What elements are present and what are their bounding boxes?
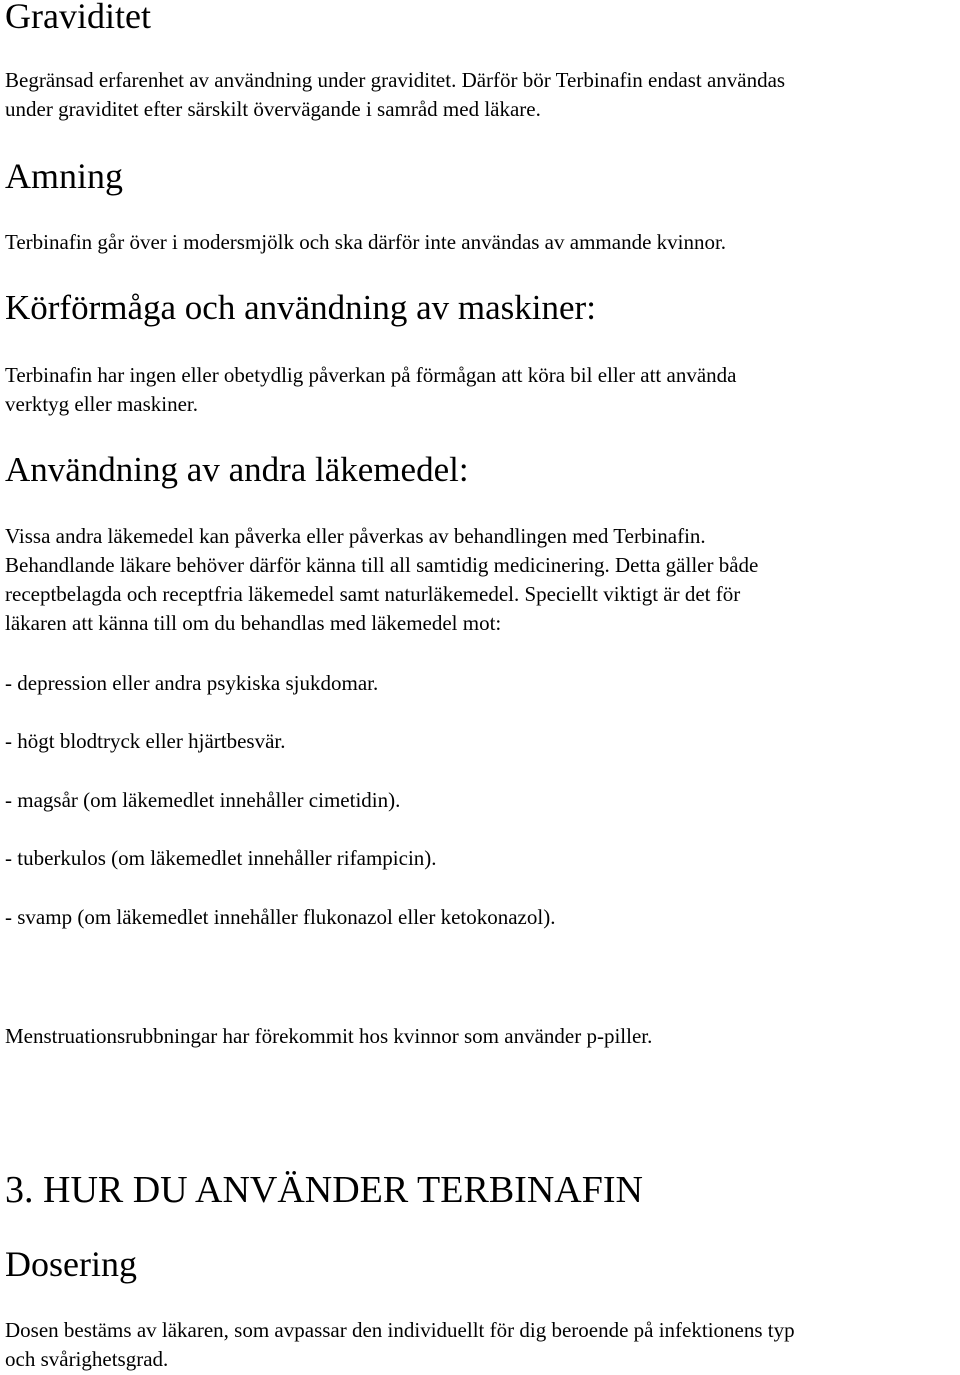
paragraph-andra-lakemedel-line-3: receptbelagda och receptfria läkemedel samt naturläkemedel. Speciellt viktigt är det för	[5, 582, 741, 606]
list-item-depression: - depression eller andra psykiska sjukdomar.	[5, 671, 379, 695]
list-item-blodtryck: - högt blodtryck eller hjärtbesvär.	[5, 729, 286, 753]
heading-graviditet: Graviditet	[5, 0, 151, 36]
paragraph-andra-lakemedel-line-1: Vissa andra läkemedel kan påverka eller påverkas av behandlingen med Terbinafin.	[5, 524, 706, 548]
paragraph-dosering-line-2: och svårighetsgrad.	[5, 1347, 169, 1371]
paragraph-menstruationsrubbningar: Menstruationsrubbningar har förekommit hos kvinnor som använder p-piller.	[5, 1024, 653, 1048]
paragraph-graviditet-line-1: Begränsad erfarenhet av användning under graviditet. Därför bör Terbinafin endast användas	[5, 68, 786, 92]
paragraph-graviditet-line-2: under graviditet efter särskilt övervägande i samråd med läkare.	[5, 97, 541, 121]
paragraph-korformaga-line-1: Terbinafin har ingen eller obetydlig påverkan på förmågan att köra bil eller att använda	[5, 363, 737, 387]
list-item-tuberkulos: - tuberkulos (om läkemedlet innehåller rifampicin).	[5, 846, 437, 870]
paragraph-amning: Terbinafin går över i modersmjölk och ska därför inte användas av ammande kvinnor.	[5, 230, 727, 254]
heading-dosering: Dosering	[5, 1244, 137, 1284]
list-item-svamp: - svamp (om läkemedlet innehåller flukonazol eller ketokonazol).	[5, 905, 556, 929]
heading-andra-lakemedel: Användning av andra läkemedel:	[5, 450, 469, 489]
paragraph-dosering-line-1: Dosen bestäms av läkaren, som avpassar den individuellt för dig beroende på infektionens typ	[5, 1318, 795, 1342]
paragraph-korformaga-line-2: verktyg eller maskiner.	[5, 392, 199, 416]
heading-korformaga: Körförmåga och användning av maskiner:	[5, 288, 596, 327]
heading-hur-du-anvander: 3. HUR DU ANVÄNDER TERBINAFIN	[5, 1169, 643, 1211]
paragraph-andra-lakemedel-line-4: läkaren att känna till om du behandlas med läkemedel mot:	[5, 611, 502, 635]
paragraph-andra-lakemedel-line-2: Behandlande läkare behöver därför känna till all samtidig medicinering. Detta gäller både	[5, 553, 759, 577]
heading-amning: Amning	[5, 156, 124, 196]
list-item-magsar: - magsår (om läkemedlet innehåller cimetidin).	[5, 788, 401, 812]
